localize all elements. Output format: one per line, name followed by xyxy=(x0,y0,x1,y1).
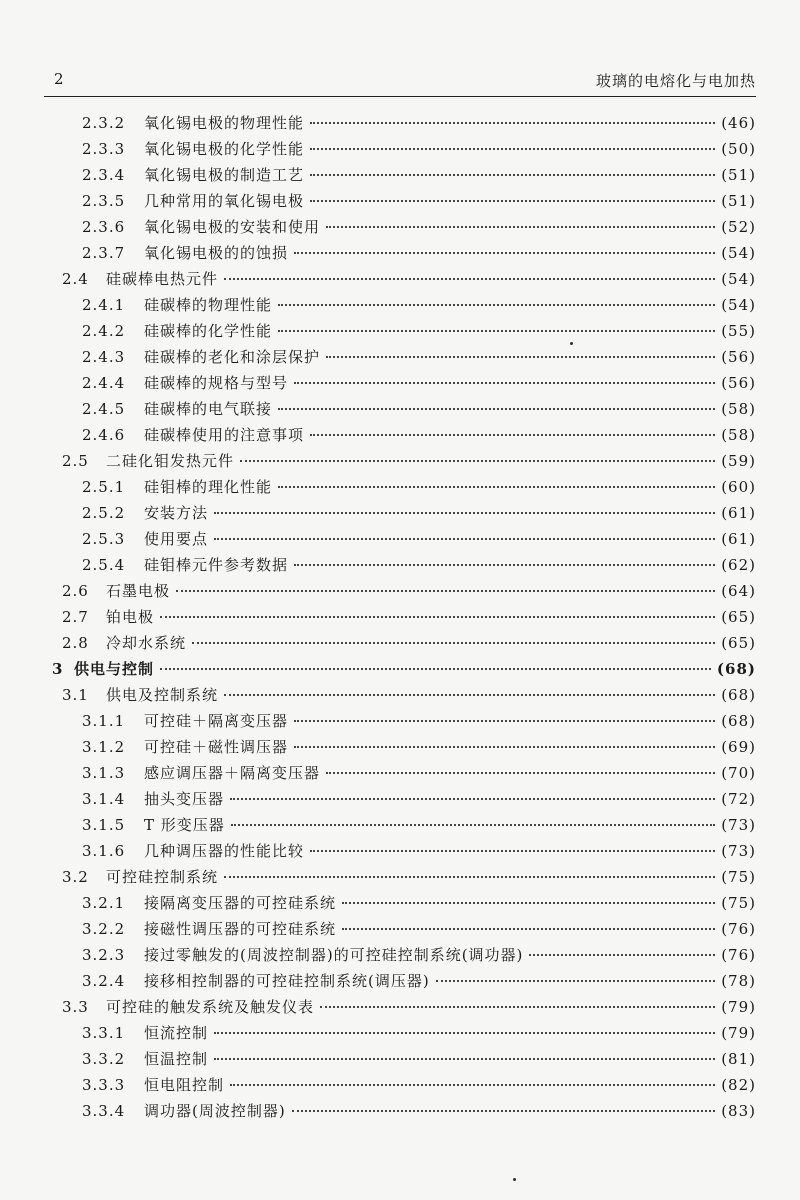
toc-entry xyxy=(44,294,756,320)
dot-leader xyxy=(176,590,715,592)
toc-entry-title: 氧化锡电极的的蚀损 xyxy=(144,244,289,262)
dot-leader xyxy=(278,330,715,332)
dot-leader xyxy=(342,902,715,904)
toc-entry-number: 3.1.3 xyxy=(82,764,126,782)
toc-entry-page: (73) xyxy=(721,842,756,860)
dot-leader xyxy=(214,538,715,540)
toc-entry-number: 3.2 xyxy=(62,868,89,886)
toc-entry-title: 硅碳棒的电气联接 xyxy=(144,400,273,418)
toc-entry-page: (70) xyxy=(721,764,756,782)
toc-entry xyxy=(44,632,756,658)
toc-entry xyxy=(44,788,756,814)
toc-entry xyxy=(44,424,756,450)
toc-entry-number: 3.1.1 xyxy=(82,712,126,730)
dot-leader xyxy=(326,772,715,774)
toc-entry xyxy=(44,840,756,866)
toc-entry-number: 2.4 xyxy=(62,270,89,288)
toc-entry xyxy=(44,502,756,528)
toc-entry xyxy=(44,996,756,1022)
toc-entry xyxy=(44,918,756,944)
toc-entry-number: 2.5.3 xyxy=(82,530,126,548)
toc-entry xyxy=(44,866,756,892)
dot-leader xyxy=(224,876,715,878)
dot-leader xyxy=(294,720,715,722)
toc-entry xyxy=(44,736,756,762)
dot-leader xyxy=(294,252,715,254)
toc-entry-title: 几种常用的氧化锡电极 xyxy=(144,192,305,210)
toc-entry-title: 可控硅＋隔离变压器 xyxy=(144,712,289,730)
toc-entry xyxy=(44,606,756,632)
dot-leader xyxy=(192,642,715,644)
toc-entry-page: (56) xyxy=(721,374,756,392)
dot-leader xyxy=(294,564,715,566)
toc-entry-title: T 形变压器 xyxy=(144,816,225,834)
dot-leader xyxy=(294,382,715,384)
toc-entry-number: 2.3.6 xyxy=(82,218,126,236)
toc-entry-page: (65) xyxy=(721,634,756,652)
toc-entry xyxy=(44,944,756,970)
page-number: 2 xyxy=(54,70,64,88)
toc-entry xyxy=(44,1074,756,1100)
dot-leader xyxy=(310,200,715,202)
toc-entry-page: (69) xyxy=(721,738,756,756)
toc-entry-page: (83) xyxy=(721,1102,756,1120)
dot-leader xyxy=(529,954,715,956)
toc-entry-page: (79) xyxy=(721,1024,756,1042)
dot-leader xyxy=(278,304,715,306)
toc-entry-page: (76) xyxy=(721,946,756,964)
toc-entry-number: 2.3.3 xyxy=(82,140,126,158)
toc-entry xyxy=(44,476,756,502)
toc-entry xyxy=(44,892,756,918)
dot-leader xyxy=(224,694,715,696)
toc-entry xyxy=(44,138,756,164)
toc-entry-title: 氧化锡电极的化学性能 xyxy=(144,140,305,158)
scan-speck xyxy=(513,1178,516,1181)
toc-entry-title: 硅碳棒使用的注意事项 xyxy=(144,426,305,444)
toc-entry-page: (79) xyxy=(721,998,756,1016)
toc-entry-title: 恒电阻控制 xyxy=(144,1076,225,1094)
toc-entry-page: (54) xyxy=(721,244,756,262)
toc-entry-page: (51) xyxy=(721,166,756,184)
toc-entry xyxy=(44,450,756,476)
dot-leader xyxy=(310,434,715,436)
toc-entry-title: 氧化锡电极的物理性能 xyxy=(144,114,305,132)
toc-entry xyxy=(44,190,756,216)
toc-entry-title: 安装方法 xyxy=(144,504,209,522)
toc-entry-number: 2.7 xyxy=(62,608,89,626)
toc-entry-number: 2.5 xyxy=(62,452,89,470)
toc-entry xyxy=(44,242,756,268)
toc-entry-title: 恒温控制 xyxy=(144,1050,209,1068)
toc-entry-title: 冷却水系统 xyxy=(106,634,187,652)
toc-entry-page: (72) xyxy=(721,790,756,808)
toc-entry-number: 3.1.5 xyxy=(82,816,126,834)
toc-entry-page: (75) xyxy=(721,894,756,912)
toc-entry-title: 硅碳棒的化学性能 xyxy=(144,322,273,340)
toc-entry-number: 2.3.4 xyxy=(82,166,126,184)
toc-entry-page: (68) xyxy=(716,660,756,678)
running-header xyxy=(44,68,756,97)
toc-entry-title: 硅碳棒的物理性能 xyxy=(144,296,273,314)
toc-entry-number: 3.3.4 xyxy=(82,1102,126,1120)
toc-entry-page: (56) xyxy=(721,348,756,366)
toc-entry xyxy=(44,1022,756,1048)
toc-entry-number: 3.1 xyxy=(62,686,89,704)
toc-entry-number: 2.4.4 xyxy=(82,374,126,392)
toc-entry-title: 可控硅控制系统 xyxy=(106,868,219,886)
toc-entry-title: 氧化锡电极的制造工艺 xyxy=(144,166,305,184)
toc-entry-title: 硅碳棒的老化和涂层保护 xyxy=(144,348,321,366)
toc-entry-page: (58) xyxy=(721,400,756,418)
toc-entry xyxy=(44,658,756,684)
toc-entry-number: 3.2.2 xyxy=(82,920,126,938)
toc-entry-page: (50) xyxy=(721,140,756,158)
toc-entry xyxy=(44,528,756,554)
dot-leader xyxy=(278,408,715,410)
toc-entry-number: 2.3.2 xyxy=(82,114,126,132)
toc-entry-title: 感应调压器＋隔离变压器 xyxy=(144,764,321,782)
toc-entry-number: 2.5.2 xyxy=(82,504,126,522)
toc-entry-number: 2.4.1 xyxy=(82,296,126,314)
toc-entry-number: 2.6 xyxy=(62,582,89,600)
toc-entry-title: 铂电极 xyxy=(106,608,155,626)
toc-entry-title: 接隔离变压器的可控硅系统 xyxy=(144,894,337,912)
dot-leader xyxy=(240,460,715,462)
toc-entry xyxy=(44,112,756,138)
toc-entry-number: 2.4.2 xyxy=(82,322,126,340)
dot-leader xyxy=(320,1006,715,1008)
toc-entry-number: 3.1.2 xyxy=(82,738,126,756)
toc-entry-page: (58) xyxy=(721,426,756,444)
dot-leader xyxy=(214,1032,715,1034)
toc-entry xyxy=(44,580,756,606)
toc-entry-page: (68) xyxy=(721,686,756,704)
toc-entry-page: (46) xyxy=(721,114,756,132)
toc-entry-title: 接过零触发的(周波控制器)的可控硅控制系统(调功器) xyxy=(144,946,524,964)
toc-entry-title: 硅钼棒元件参考数据 xyxy=(144,556,289,574)
toc-entry-number: 2.5.4 xyxy=(82,556,126,574)
dot-leader xyxy=(326,226,715,228)
toc-entry xyxy=(44,554,756,580)
toc-entry-page: (76) xyxy=(721,920,756,938)
toc-entry-number: 3.2.4 xyxy=(82,972,126,990)
toc-entry xyxy=(44,710,756,736)
toc-entry-title: 使用要点 xyxy=(144,530,209,548)
toc-entry-page: (61) xyxy=(721,504,756,522)
dot-leader xyxy=(294,746,715,748)
toc-entry-title: 几种调压器的性能比较 xyxy=(144,842,305,860)
dot-leader xyxy=(230,1084,715,1086)
dot-leader xyxy=(160,616,715,618)
toc-entry-page: (73) xyxy=(721,816,756,834)
dot-leader xyxy=(326,356,715,358)
toc-entry-page: (51) xyxy=(721,192,756,210)
dot-leader xyxy=(310,850,715,852)
dot-leader xyxy=(436,980,715,982)
toc-entry-page: (65) xyxy=(721,608,756,626)
toc-entry-number: 3.2.1 xyxy=(82,894,126,912)
toc-entry-number: 3.3 xyxy=(62,998,89,1016)
toc-entry-number: 2.4.5 xyxy=(82,400,126,418)
toc-entry xyxy=(44,814,756,840)
toc-entry-number: 3.1.4 xyxy=(82,790,126,808)
toc-entry xyxy=(44,320,756,346)
toc-entry-page: (78) xyxy=(721,972,756,990)
toc-entry-title: 抽头变压器 xyxy=(144,790,225,808)
toc-entry xyxy=(44,372,756,398)
toc-entry-title: 接磁性调压器的可控硅系统 xyxy=(144,920,337,938)
toc-entry-number: 2.3.7 xyxy=(82,244,126,262)
toc-entry-title: 供电与控制 xyxy=(74,660,155,678)
toc-entry-title: 接移相控制器的可控硅控制系统(调压器) xyxy=(144,972,430,990)
scan-speck xyxy=(570,342,573,345)
toc-entry-page: (60) xyxy=(721,478,756,496)
toc-entry-page: (64) xyxy=(721,582,756,600)
table-of-contents xyxy=(44,112,756,1126)
dot-leader xyxy=(214,1058,715,1060)
toc-entry xyxy=(44,762,756,788)
toc-entry-page: (61) xyxy=(721,530,756,548)
toc-entry-number: 3.2.3 xyxy=(82,946,126,964)
toc-entry-page: (68) xyxy=(721,712,756,730)
dot-leader xyxy=(230,798,715,800)
dot-leader xyxy=(310,148,715,150)
toc-entry-number: 3.3.2 xyxy=(82,1050,126,1068)
toc-entry-number: 2.4.3 xyxy=(82,348,126,366)
toc-entry xyxy=(44,1048,756,1074)
toc-entry-number: 2.4.6 xyxy=(82,426,126,444)
toc-entry-title: 供电及控制系统 xyxy=(106,686,219,704)
toc-entry xyxy=(44,1100,756,1126)
toc-entry-title: 恒流控制 xyxy=(144,1024,209,1042)
toc-entry-title: 硅钼棒的理化性能 xyxy=(144,478,273,496)
toc-entry xyxy=(44,970,756,996)
dot-leader xyxy=(224,278,715,280)
dot-leader xyxy=(160,668,711,670)
book-title: 玻璃的电熔化与电加热 xyxy=(595,72,756,90)
toc-entry-page: (82) xyxy=(721,1076,756,1094)
toc-entry-page: (75) xyxy=(721,868,756,886)
toc-entry-page: (62) xyxy=(721,556,756,574)
toc-entry-number: 3.3.1 xyxy=(82,1024,126,1042)
toc-entry-title: 氧化锡电极的安装和使用 xyxy=(144,218,321,236)
toc-entry xyxy=(44,216,756,242)
toc-entry-number: 3.1.6 xyxy=(82,842,126,860)
toc-entry-title: 调功器(周波控制器) xyxy=(144,1102,286,1120)
dot-leader xyxy=(278,486,715,488)
toc-entry-number: 2.8 xyxy=(62,634,89,652)
dot-leader xyxy=(342,928,715,930)
dot-leader xyxy=(310,122,715,124)
toc-entry-page: (52) xyxy=(721,218,756,236)
toc-entry xyxy=(44,398,756,424)
toc-entry-page: (81) xyxy=(721,1050,756,1068)
toc-entry xyxy=(44,268,756,294)
toc-entry-title: 硅碳棒电热元件 xyxy=(106,270,219,288)
toc-entry-title: 可控硅＋磁性调压器 xyxy=(144,738,289,756)
toc-entry-title: 二硅化钼发热元件 xyxy=(106,452,235,470)
dot-leader xyxy=(310,174,715,176)
dot-leader xyxy=(214,512,715,514)
dot-leader xyxy=(231,824,715,826)
toc-entry-page: (55) xyxy=(721,322,756,340)
toc-entry-page: (54) xyxy=(721,270,756,288)
dot-leader xyxy=(292,1110,715,1112)
toc-entry-number: 2.5.1 xyxy=(82,478,126,496)
toc-entry-number: 2.3.5 xyxy=(82,192,126,210)
toc-entry-number: 3.3.3 xyxy=(82,1076,126,1094)
toc-entry-title: 可控硅的触发系统及触发仪表 xyxy=(106,998,315,1016)
toc-entry xyxy=(44,346,756,372)
toc-entry xyxy=(44,164,756,190)
toc-entry-title: 硅碳棒的规格与型号 xyxy=(144,374,289,392)
toc-entry-page: (59) xyxy=(721,452,756,470)
toc-entry-page: (54) xyxy=(721,296,756,314)
toc-entry-title: 石墨电极 xyxy=(106,582,171,600)
toc-entry-number: 3 xyxy=(52,660,64,678)
toc-entry xyxy=(44,684,756,710)
